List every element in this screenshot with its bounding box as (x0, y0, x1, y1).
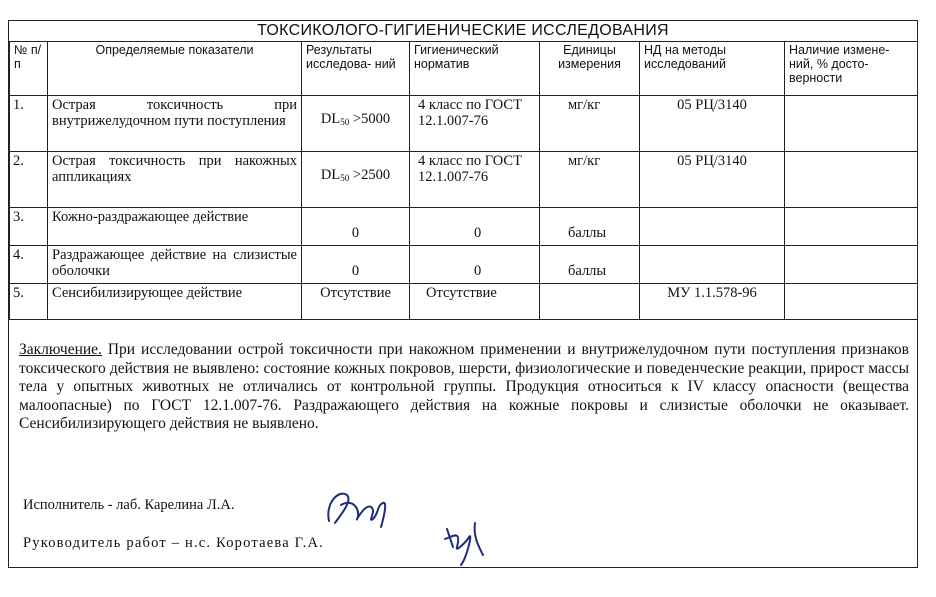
row-result: $DL_{50} >2500$ (302, 152, 410, 208)
row-num: 1. (10, 96, 48, 152)
row-num: 3. (10, 208, 48, 246)
row-nd: 05 РЦ/3140 (640, 152, 785, 208)
row-indicator: Кожно-раздражающее действие (48, 208, 302, 246)
row-result: 0 (302, 208, 410, 246)
header-unit: Единицы измерения (540, 42, 640, 96)
page-title: ТОКСИКОЛОГО-ГИГИЕНИЧЕСКИЕ ИССЛЕДОВАНИЯ (9, 21, 917, 42)
row-indicator: Раздражающее действие на слизистые оболочки (48, 246, 302, 284)
header-norm: Гигиенический норматив (410, 42, 540, 96)
row-result: Отсутствие (302, 284, 410, 320)
row-norm: 4 класс по ГОСТ 12.1.007-76 (410, 96, 540, 152)
row-norm: 0 (410, 208, 540, 246)
row-norm: Отсутствие (410, 284, 540, 320)
conclusion-label: Заключение. (19, 341, 102, 358)
row-changes (785, 284, 918, 320)
header-nd: НД на методы исследований (640, 42, 785, 96)
table-row (10, 208, 918, 246)
header-changes: Наличие измене- ний, % досто- верности (785, 42, 918, 96)
row-num: 5. (10, 284, 48, 320)
row-result: 0 (302, 246, 410, 284)
row-unit (540, 284, 640, 320)
results-table (9, 41, 918, 320)
header-indicator: Определяемые показатели (48, 42, 302, 96)
row-unit: баллы (540, 208, 640, 246)
conclusion-text: При исследовании острой токсичности при накожном применении и внутрижелудочном пути поступления признаков токсического действия не выявлено: состояние кожных покровов, шерсти, физиологические и поведенческие реакции, прирост массы тела у опытных животных не отличались от контрольной группы. Продукция относиться к IV классу опасности (вещества малоопасные) по ГОСТ 12.1.007-76. Раздражающего действия на кожные покровы и слизистые оболочки не оказывает. Сенсибилизирующего действия не выявлено. (19, 341, 909, 432)
row-nd: МУ 1.1.578-96 (640, 284, 785, 320)
row-indicator: Острая токсичность при внутрижелудочном пути поступления (48, 96, 302, 152)
row-nd (640, 208, 785, 246)
row-indicator: Острая токсичность при накожных аппликациях (48, 152, 302, 208)
row-unit: мг/кг (540, 96, 640, 152)
row-norm: 4 класс по ГОСТ 12.1.007-76 (410, 152, 540, 208)
table-row (10, 246, 918, 284)
row-num: 4. (10, 246, 48, 284)
row-changes (785, 246, 918, 284)
leader-line: Руководитель работ – н.с. Коротаева Г.А. (23, 535, 324, 551)
table-header-row (10, 42, 918, 96)
executor-line: Исполнитель - лаб. Карелина Л.А. (23, 497, 235, 513)
row-changes (785, 96, 918, 152)
row-nd: 05 РЦ/3140 (640, 96, 785, 152)
leader-signature (439, 517, 499, 569)
header-num: № п/ п (10, 42, 48, 96)
row-norm: 0 (410, 246, 540, 284)
row-result: $DL_{50} >5000$ (302, 96, 410, 152)
executor-signature (321, 483, 401, 533)
document-frame (8, 20, 918, 568)
row-changes (785, 208, 918, 246)
row-unit: мг/кг (540, 152, 640, 208)
row-unit: баллы (540, 246, 640, 284)
row-changes (785, 152, 918, 208)
row-indicator: Сенсибилизирующее действие (48, 284, 302, 320)
table-row (10, 284, 918, 320)
conclusion-paragraph (19, 341, 909, 434)
table-row (10, 152, 918, 208)
header-result: Результаты исследова- ний (302, 42, 410, 96)
row-nd (640, 246, 785, 284)
row-num: 2. (10, 152, 48, 208)
table-row (10, 96, 918, 152)
